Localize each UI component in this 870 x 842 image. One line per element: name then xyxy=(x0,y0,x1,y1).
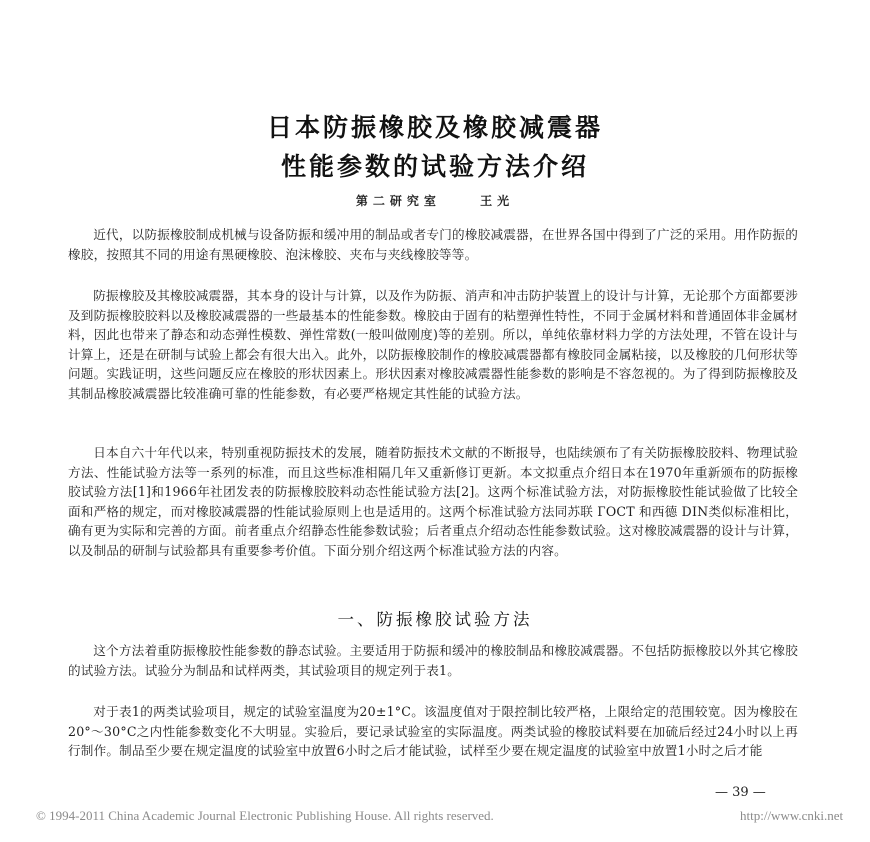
article-title-line1: 日本防振橡胶及橡胶减震器 xyxy=(266,113,603,142)
page-number: — 39 — xyxy=(715,785,766,800)
author-line: 第二研究室 王光 xyxy=(355,194,515,208)
section-paragraph-2: 对于表1的两类试验项目，规定的试验室温度为20±1°C。该温度值对于限控制比较严格，上限给定的范围较宽。因为橡胶在20°～30°C之内性能参数变化不大明显。实验后，要记录试验室的实际温度。两类试验的橡胶试料要在加硫后经过24小时以上再行制作。制品至少要在规定温度的试验室中放置6小时之后才能试验，试样至少要在规定温度的试验室中放置1小时之后才能 xyxy=(68,704,798,759)
intro-paragraph-1: 近代，以防振橡胶制成机械与设备防振和缓冲用的制品或者专门的橡胶减震器，在世界各国中得到了广泛的采用。用作防振的橡胶，按照其不同的用途有黑硬橡胶、泡沫橡胶、夹布与夹线橡胶等等。 xyxy=(68,227,798,262)
intro-paragraph-2: 防振橡胶及其橡胶减震器，其本身的设计与计算，以及作为防振、消声和冲击防护装置上的设计与计算，无论那个方面都要涉及到防振橡胶胶料以及橡胶减震器的一些最基本的性能参数。橡胶由于固有的粘塑弹性特性，不同于金属材料和普通固体非金属材料，因此也带来了静态和动态弹性模数、弹性常数(一般叫做刚度)等的差别。所以，单纯依靠材料力学的方法处理，不管在设计与计算上，还是在研制与试验上都会有很大出入。此外，以防振橡胶制作的橡胶减震器都有橡胶同金属粘接，以及橡胶的几何形状等问题。实践证明，这些问题反应在橡胶的形状因素上。形状因素对橡胶减震器性能参数的影响是不容忽视的。为了得到防振橡胶及其制品橡胶减震器比较准确可靠的性能参数，有必要严格规定其性能的试验方法。 xyxy=(68,288,798,401)
section-paragraph-1: 这个方法着重防振橡胶性能参数的静态试验。主要适用于防振和缓冲的橡胶制品和橡胶减震器。不包括防振橡胶以外其它橡胶的试验方法。试验分为制品和试样两类，其试验项目的规定列于表1。 xyxy=(68,643,798,678)
section-heading: 一、防振橡胶试验方法 xyxy=(337,610,533,629)
intro-paragraph-3: 日本自六十年代以来，特别重视防振技术的发展，随着防振技术文献的不断报导，也陆续颁布了有关防振橡胶胶料、物理试验方法、性能试验方法等一系列的标准，而且这些标准相隔几年又重新修订更新。本文拟重点介绍日本在1970年重新颁布的防振橡胶试验方法[1]和1966年社团发表的防振橡胶胶料动态性能试验方法[2]。这两个标准试验方法，对防振橡胶性能试验做了比较全面和严格的规定，而对橡胶减震器的性能试验原则上也是适用的。这两个标准试验方法同苏联 ГОСТ 和西德 DIN类似标准相比，确有更为实际和完善的方面。前者重点介绍静态性能参数试验；后者重点介绍动态性能参数试验。这对橡胶减震器的设计与计算，以及制品的研制与试验都具有重要参考价值。下面分别介绍这两个标准试验方法的内容。 xyxy=(68,445,798,558)
footer-copyright: © 1994-2011 China Academic Journal Electronic Publishing House. All rights reserved. xyxy=(36,808,494,823)
article-title-line2: 性能参数的试验方法介绍 xyxy=(280,152,589,181)
footer-url-link[interactable]: http://www.cnki.net xyxy=(740,808,844,823)
